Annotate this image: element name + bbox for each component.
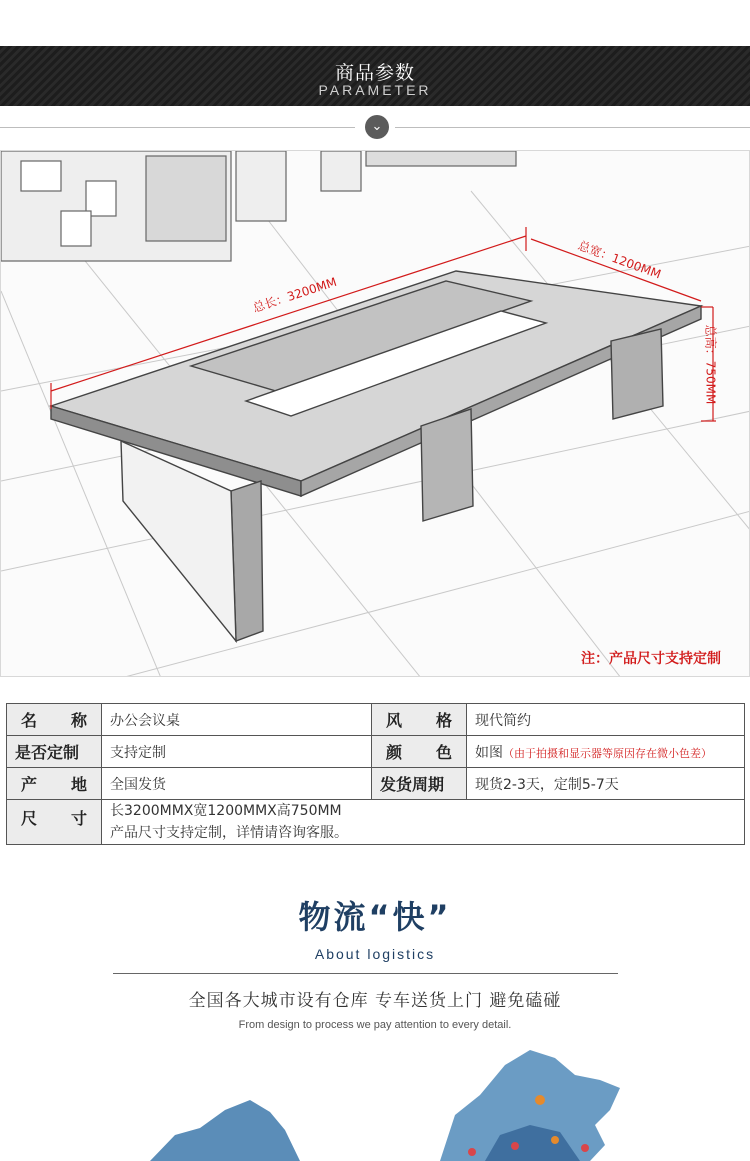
sketch-drawing [1, 151, 750, 677]
map-pin-icon [535, 1095, 545, 1105]
table-row [7, 768, 745, 800]
value-color-main: 如图 [475, 744, 503, 761]
label-color: 颜 色 [372, 736, 467, 768]
logistics-subtitle: About logistics [314, 946, 436, 962]
label-name: 名 称 [7, 704, 102, 736]
map-pin-icon [551, 1136, 559, 1144]
value-name: 办公会议桌 [102, 704, 372, 736]
length-dimension-label: 总长：3200MM [251, 274, 339, 316]
label-size: 尺 寸 [7, 800, 102, 845]
value-color-note: （由于拍摄和显示器等原因存在微小色差） [503, 746, 712, 760]
china-map-image [0, 1040, 750, 1161]
map-pin-icon [468, 1148, 476, 1156]
value-origin: 全国发货 [102, 768, 372, 800]
map-pin-icon [511, 1142, 519, 1150]
divider-line-right [395, 127, 750, 128]
logistics-description: 全国各大城市设有仓库 专车送货上门 避免磕碰 [188, 991, 562, 1011]
value-customizable: 支持定制 [102, 736, 372, 768]
label-style: 风 格 [372, 704, 467, 736]
table-row [7, 800, 745, 845]
logistics-title: 物流“快” [298, 898, 452, 936]
height-dimension-label: 总高：750MM [703, 324, 718, 405]
value-color [467, 736, 745, 768]
logistics-divider [113, 973, 618, 974]
parameter-table [6, 703, 745, 845]
table-sketch-image [0, 150, 750, 677]
size-dimensions: 长3200MMX宽1200MMX高750MM [110, 803, 342, 819]
banner-title: 商品参数 [334, 62, 415, 84]
label-delivery-cycle: 发货周期 [372, 768, 467, 800]
table-row [7, 736, 745, 768]
banner-subtitle: PARAMETER [318, 82, 432, 98]
chevron-down-icon: ⌄ [365, 115, 389, 139]
logistics-english-line: From design to process we pay attention to every detail. [238, 1019, 512, 1031]
width-dimension-label: 总宽：1200MM [576, 238, 663, 282]
value-size [102, 800, 745, 845]
value-style: 现代简约 [467, 704, 745, 736]
value-delivery-cycle: 现货2-3天，定制5-7天 [467, 768, 745, 800]
label-customizable: 是否定制 [7, 736, 102, 768]
size-note: 产品尺寸支持定制，详情请咨询客服。 [110, 825, 348, 841]
customization-note: 注：产品尺寸支持定制 [581, 651, 721, 667]
map-pin-icon [581, 1144, 589, 1152]
label-origin: 产 地 [7, 768, 102, 800]
parameter-banner [0, 46, 750, 106]
table-row [7, 704, 745, 736]
section-divider [0, 115, 750, 139]
divider-line-left [0, 127, 355, 128]
